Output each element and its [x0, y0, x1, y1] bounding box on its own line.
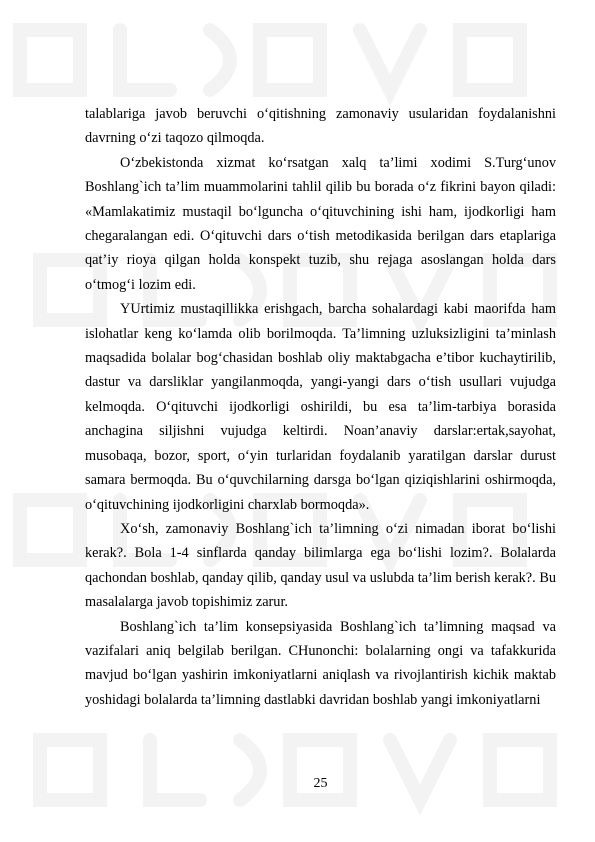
document-body — [85, 102, 556, 712]
paragraph-independence-reforms: YUrtimiz mustaqillikka erishgach, barcha sohalardagi kabi maorifda ham islohatlar keng ko‘lamda olib borilmoqda. Ta’limning uzluksizligini ta’minlash maqsadida bolalar bog‘chasidan boshlab oliy maktabgacha e’tibor kuchaytirilib, dastur va darsliklar yangilanmoqda, yangi-yangi dars o‘tish usullari vujudga kelmoqda. O‘qituvchi ijodkorligi oshirildi, bu esa ta’lim-tarbiya borasida anchagina siljishni vujudga keltirdi. Noan’anaviy darslar:ertak,sayohat, musobaqa, bozor, sport, o‘yin turlaridan foydalanib yaratilgan darslar durust samara bermoqda. Bu o‘quvchilarning darsga bo‘lgan qiziqishlarini oshirmoqda, o‘qituvchining ijodkorligini charxlab bormoqda». — [85, 301, 556, 513]
page-number: 25 — [313, 776, 328, 791]
paragraph-concept: Boshlang`ich ta’lim konsepsiyasida Boshlang`ich ta’limning maqsad va vazifalari aniq belgilab berilgan. CHunonchi: bolalarning ongi va tafakkurida mavjud bo‘lgan yashirin imkoniyatlarni aniqlash va rivojlantirish kichik maktab yoshidagi bolalarda ta’limning dastlabki davridan boshlab yangi imkoniyatlarni — [85, 618, 556, 708]
paragraph-questions: Xo‘sh, zamonaviy Boshlang`ich ta’limning o‘zi nimadan iborat bo‘lishi kerak?. Bola 1-4 sinflarda qanday bilimlarga ega bo‘lishi lozim?. Bolalarda qachondan boshlab, qanday qilib, qanday usul va uslubda ta’lim berish kerak?. Bu masalalarga javob topishimiz zarur. — [85, 520, 556, 611]
paragraph-continuation: talablariga javob beruvchi o‘qitishning zamonaviy usularidan foydalanishni davrning o‘zi taqozo qilmoqda. — [85, 106, 556, 147]
paragraph-turgunov-quote: O‘zbekistonda xizmat ko‘rsatgan xalq ta’limi xodimi S.Turg‘unov Boshlang`ich ta’lim muammolarini tahlil qilib bu borada o‘z fikrini bayon qiladi: «Mamlakatimiz mustaqil bo‘lguncha o‘qituvchining ishi ham, ijodkorligi ham chegaralangan edi. O‘qituvchi dars o‘tish metodikasida berilgan dars etaplariga qat’iy rioya qilgan holda konspekt tuzib, shu rejaga asoslangan holda dars o‘tmog‘i lozim edi. — [85, 154, 556, 293]
